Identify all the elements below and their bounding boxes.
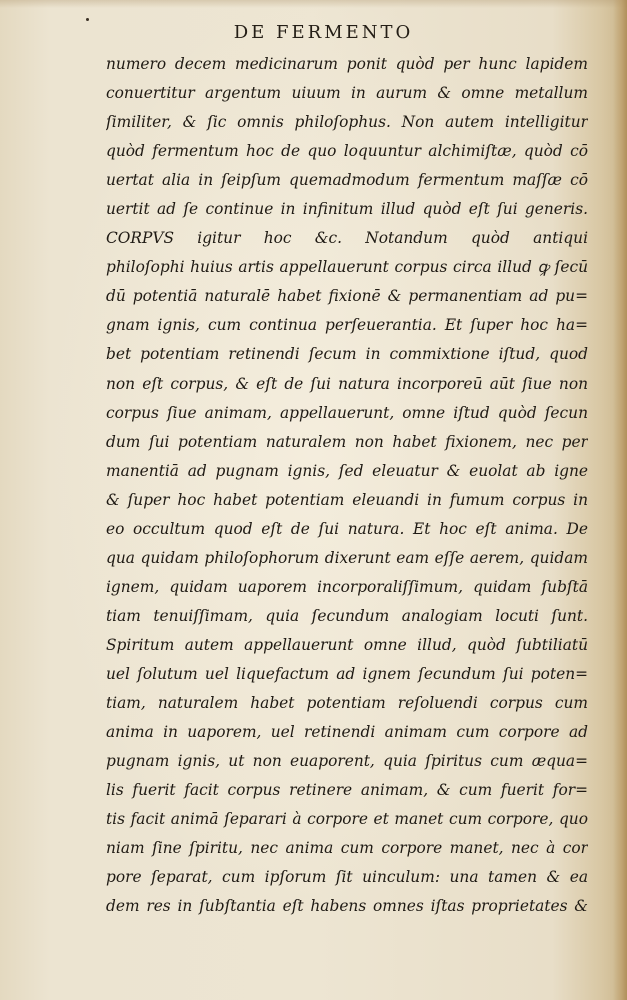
page-edge-shadow [613,0,627,1000]
page-top-shadow [0,0,627,8]
text-line: anima in uaporem, uel retinendi animam cum corpore ad [106,723,588,742]
text-line: philoſophi huius artis appellauerunt corpus circa illud ꝙ ſecū [106,258,588,277]
text-line: pore ſeparat, cum ipſorum ſit uinculum: una tamen & ea [106,868,588,887]
text-line: ignem, quidam uaporem incorporaliſſimum, quidam ſubſtā [106,577,588,596]
text-line: quòd fermentum hoc de quo loquuntur alchimiſtæ, quòd cō [106,142,588,161]
text-line: tiam, naturalem habet potentiam reſoluendi corpus cum [106,694,588,713]
text-line: niam ſine ſpiritu, nec anima cum corpore manet, nec à cor [106,839,588,858]
text-line: non eſt corpus, & eſt de ſui natura incorporeū aūt ſiue non [106,374,588,393]
text-line: numero decem medicinarum ponit quòd per hunc lapidem [106,55,588,73]
text-line: gnam ignis, cum continua perſeuerantia. Et ſuper hoc ha= [106,316,588,335]
text-line: tis facit animā ſeparari à corpore et manet cum corpore, quo [106,810,588,829]
text-line: CORPVS igitur hoc &c. Notandum quòd antiqui [106,229,588,248]
text-line: uel ſolutum uel liquefactum ad ignem ſecundum ſui poten= [106,664,588,683]
running-head: DE FERMENTO [233,22,414,43]
text-line: pugnam ignis, ut non euaporent, quia ſpiritus cum æqua= [106,752,588,771]
text-line: uertit ad ſe continue in infinitum illud quòd eſt ſui generis. [106,200,588,219]
text-line: bet potentiam retinendi ſecum in commixtione iſtud, quod [106,345,588,364]
text-line: dū potentiā naturalē habet fixionē & permanentiam ad pu= [106,287,588,306]
text-line: & ſuper hoc habet potentiam eleuandi in fumum corpus in [106,490,588,509]
ink-speck [86,18,89,21]
body-text [106,50,588,921]
text-line: ſimiliter, & ſic omnis philoſophus. Non autem intelligitur [106,113,588,132]
text-line: tiam tenuiſſimam, quia ſecundum analogiam locuti ſunt. [106,606,588,625]
text-line: conuertitur argentum uiuum in aurum & omne metallum [106,84,588,103]
text-line: dum ſui potentiam naturalem non habet fixionem, nec per [106,432,588,451]
text-line: Spiritum autem appellauerunt omne illud, quòd ſubtiliatū [106,635,588,654]
text-line: eo occultum quod eſt de ſui natura. Et hoc eſt anima. De [106,519,588,538]
text-line: lis fuerit facit corpus retinere animam, & cum fuerit for= [106,781,588,800]
text-line: qua quidam philoſophorum dixerunt eam eſſe aerem, quidam [106,548,588,567]
text-line: dem res in ſubſtantia eſt habens omnes iſtas proprietates & [106,897,588,916]
text-line: corpus ſiue animam, appellauerunt, omne iſtud quòd ſecun [106,403,588,422]
text-line: manentiā ad pugnam ignis, ſed eleuatur & euolat ab igne [106,461,588,480]
text-line: uertat alia in ſeipſum quemadmodum fermentum maſſæ cō [106,171,588,190]
